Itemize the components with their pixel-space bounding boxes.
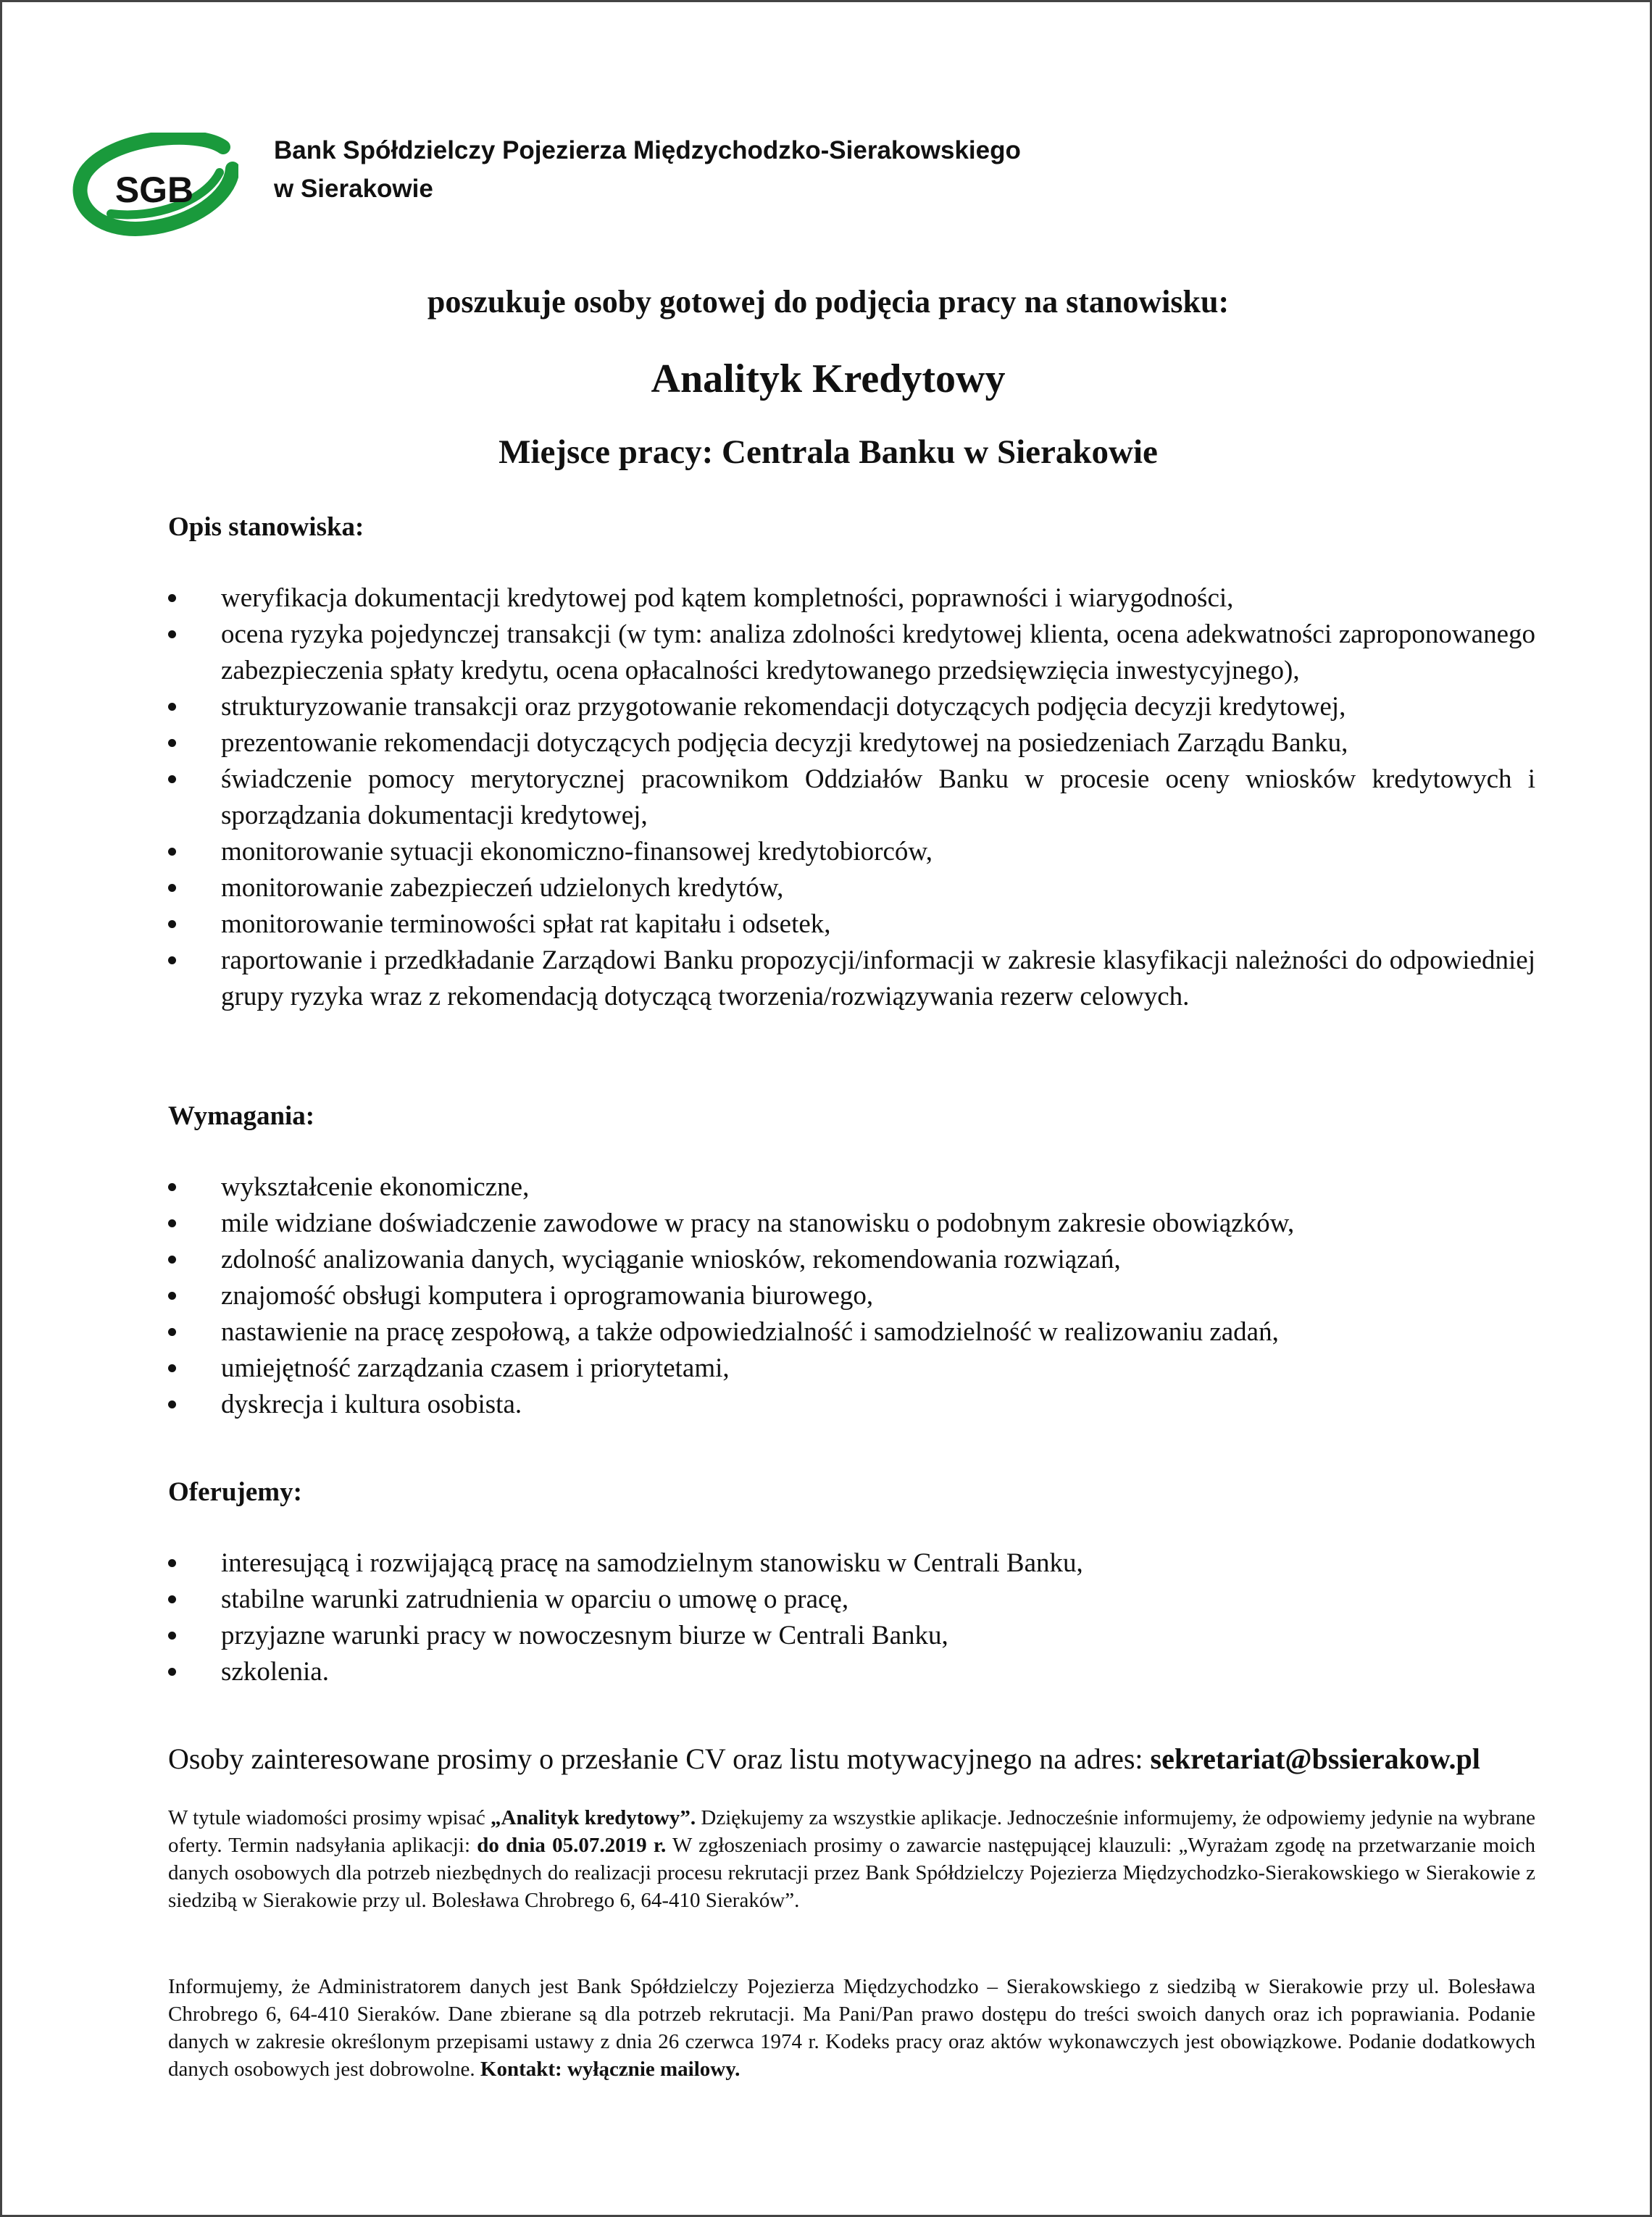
data-protection-text: Informujemy, że Administratorem danych jest Bank Spółdzielczy Pojezierza Międzychodzko – Sierakowskiego z siedzibą w Sierakowie przy ul. Bolesława Chrobrego 6, 64-410 Sieraków. Dane zbierane są dla potrzeb rekrutacji. Ma Pani/Pan prawo dostępu do treści swoich danych oraz ich poprawiania. Podanie danych w zakresie określonym przepisami ustawy z dnia 26 czerwca 1974 r. Kodeks pracy oraz aktów wykonawczych jest obowiązkowe. Podanie dodatkowych danych osobowych jest dobrowolne. [168,1975,1535,2081]
list-item: znajomość obsługi komputera i oprogramowania biurowego, [168,1278,1535,1314]
workplace-text: Miejsce pracy: Centrala Banku w Sierakowie [498,433,1158,471]
position-title: Analityk Kredytowy [651,356,1006,401]
list-item: zdolność analizowania danych, wyciąganie wniosków, rekomendowania rozwiązań, [168,1242,1535,1278]
section-offer [168,1474,1535,1690]
intro-text: poszukuje osoby gotowej do podjęcia pracy na stanowisku: [427,284,1230,320]
data-protection-note [168,1973,1535,2083]
list-item: interesującą i rozwijającą pracę na samodzielnym stanowisku w Centrali Banku, [168,1545,1535,1582]
list-item: wykształcenie ekonomiczne, [168,1169,1535,1206]
list-item: mile widziane doświadczenie zawodowe w pracy na stanowisku o podobnym zakresie obowiązków, [168,1206,1535,1242]
note-text-part1: W tytule wiadomości prosimy wpisać [168,1806,491,1829]
list-item: przyjazne warunki pracy w nowoczesnym biurze w Centrali Banku, [168,1618,1535,1654]
list-item: umiejętność zarządzania czasem i priorytetami, [168,1350,1535,1387]
bank-name-line2: w Sierakowie [274,175,433,203]
list-item: szkolenia. [168,1654,1535,1690]
section-job-description [168,509,1535,1015]
section-requirements [168,1098,1535,1423]
logo-text: SGB [114,170,194,210]
section-heading-offer: Oferujemy: [168,1477,302,1507]
bank-name [274,131,1021,208]
list-item: dyskrecja i kultura osobista. [168,1387,1535,1423]
application-deadline: do dnia 05.07.2019 r. [477,1834,667,1857]
list-item: monitorowanie zabezpieczeń udzielonych kredytów, [168,870,1535,906]
offer-list [168,1545,1535,1690]
description-list [168,580,1535,1015]
note-text-part3: W zgłoszeniach prosimy o zawarcie następującej klauzuli: „Wyrażam zgodę na przetwarzanie moich danych osobowych dla potrzeb niezbędnych do realizacji procesu rekrutacji przez Bank Spółdzielczy Pojezierza Międzychodzko-Sierakowskiego w Sierakowie z siedzibą w Sierakowie przy ul. Bolesława Chrobrego 6, 64-410 Sieraków”. [168,1834,1535,1912]
list-item: ocena ryzyka pojedynczej transakcji (w tym: analiza zdolności kredytowej klienta, ocena adekwatności zaproponowanego zabezpieczenia spłaty kredytu, ocena opłacalności kredytowanego przedsięwzięcia inwestycyjnego), [168,617,1535,689]
list-item: monitorowanie sytuacji ekonomiczno-finansowej kredytobiorców, [168,834,1535,870]
contact-text: Osoby zainteresowane prosimy o przesłanie CV oraz listu motywacyjnego na adres: [168,1742,1151,1775]
list-item: świadczenie pomocy merytorycznej pracownikom Oddziałów Banku w procesie oceny wniosków kredytowych i sporządzania dokumentacji kredytowej, [168,761,1535,834]
email-subject: „Analityk kredytowy”. [491,1806,696,1829]
note-text-part2: Dziękujemy za wszystkie aplikacje. Jednocześnie informujemy, że odpowiemy jedynie na wybrane oferty. Termin nadsyłania aplikacji: [168,1806,1535,1857]
sgb-logo [67,133,238,238]
bank-name-line1: Bank Spółdzielczy Pojezierza Międzychodzko-Sierakowskiego [274,136,1021,164]
list-item: weryfikacja dokumentacji kredytowej pod kątem kompletności, poprawności i wiarygodności, [168,580,1535,617]
list-item: prezentowanie rekomendacji dotyczących podjęcia decyzji kredytowej na posiedzeniach Zarządu Banku, [168,725,1535,761]
list-item: stabilne warunki zatrudnienia w oparciu o umowę o pracę, [168,1582,1535,1618]
list-item: raportowanie i przedkładanie Zarządowi Banku propozycji/informacji w zakresie klasyfikacji należności do odpowiedniej grupy ryzyka wraz z rekomendacją dotyczącą tworzenia/rozwiązywania rezerw celowych. [168,943,1535,1015]
contact-line [168,1738,1535,1780]
contact-method: Kontakt: wyłącznie mailowy. [480,2058,741,2081]
list-item: monitorowanie terminowości spłat rat kapitału i odsetek, [168,906,1535,943]
list-item: nastawienie na pracę zespołową, a także odpowiedzialność i samodzielność w realizowaniu zadań, [168,1314,1535,1350]
section-heading-description: Opis stanowiska: [168,512,364,542]
requirements-list [168,1169,1535,1423]
application-note [168,1804,1535,1914]
contact-email-link[interactable]: sekretariat@bssierakow.pl [1150,1742,1480,1775]
list-item: strukturyzowanie transakcji oraz przygotowanie rekomendacji dotyczących podjęcia decyzji kredytowej, [168,689,1535,725]
section-heading-requirements: Wymagania: [168,1101,315,1131]
